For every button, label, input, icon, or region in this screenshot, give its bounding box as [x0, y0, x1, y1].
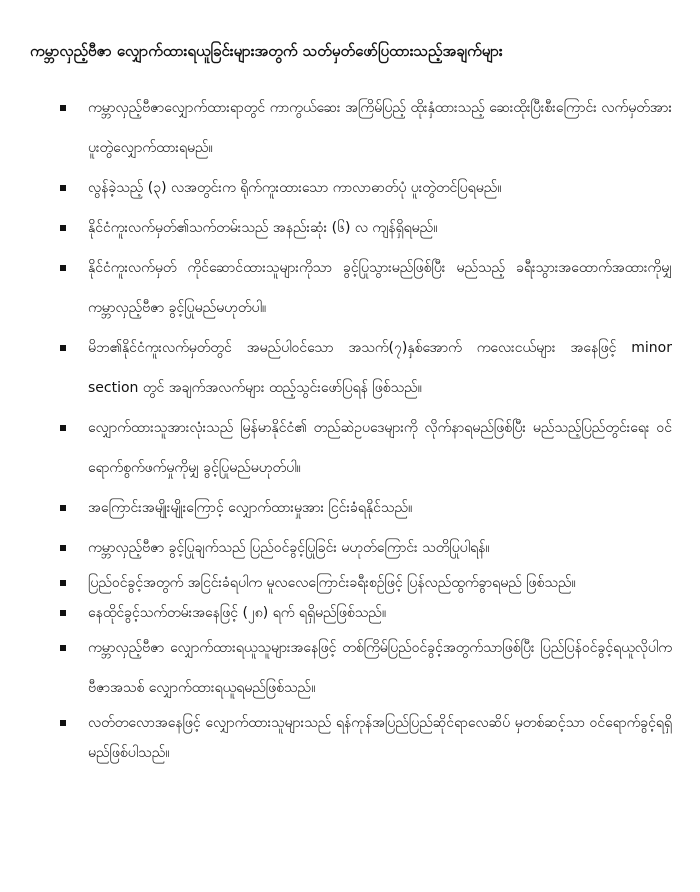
- list-item-text: လွန်ခဲ့သည့် (၃) လအတွင်းက ရိုက်ကူးထားသော ကာလာဓာတ်ပုံ ပူးတွဲတင်ပြရမည်။: [88, 180, 502, 196]
- list-item-text: ကမ္ဘာလှည့်ဗီဇာ လျှောက်ထားရယူသူများအနေဖြင့် တစ်ကြိမ်ပြည်ဝင်ခွင့်အတွက်သာဖြစ်ပြီး ပြည်ပြန်ဝင်ခွင့်ရယူလိုပါက ဗီဇာအသစ် လျှောက်ထားရယူရမည်ဖြစ်သည်။: [88, 640, 672, 696]
- list-item: [60, 598, 672, 628]
- document-title: ကမ္ဘာလှည့်ဗီဇာ လျှောက်ထားရယူခြင်းများအတွက် သတ်မှတ်ဖော်ပြထားသည့်အချက်များ: [30, 42, 503, 60]
- square-bullet-icon: [60, 580, 66, 586]
- list-item-text: မိဘ၏နိုင်ငံကူးလက်မှတ်တွင် အမည်ပါဝင်သော အသက်(၇)နှစ်အောက် ကလေးငယ်များ အနေဖြင့် minor section တွင် အချက်အလက်များ ထည့်သွင်းဖော်ပြရန် ဖြစ်သည်။: [88, 340, 672, 396]
- list-item-text: အကြောင်းအမျိုးမျိုးကြောင့် လျှောက်ထားမှုအား ငြင်းခံရနိုင်သည်။: [88, 500, 413, 516]
- list-item-text: ပြည်ဝင်ခွင့်အတွက် အငြင်းခံရပါက မူလလေကြောင်းခရီးစဉ်ဖြင့် ပြန်လည်ထွက်ခွာရမည် ဖြစ်သည်။: [88, 575, 576, 591]
- square-bullet-icon: [60, 645, 66, 651]
- square-bullet-icon: [60, 105, 66, 111]
- list-item: [60, 408, 672, 488]
- list-item: [60, 628, 672, 708]
- square-bullet-icon: [60, 610, 66, 616]
- list-item-text: ကမ္ဘာလှည့်ဗီဇာလျှောက်ထားရာတွင် ကာကွယ်ဆေး အကြိမ်ပြည့် ထိုးနှံထားသည့် ဆေးထိုးပြီးစီးကြောင်း လက်မှတ်အား ပူးတွဲလျှောက်ထားရမည်။: [88, 100, 672, 156]
- square-bullet-icon: [60, 545, 66, 551]
- list-item-text: လတ်တလောအနေဖြင့် လျှောက်ထားသူများသည် ရန်ကုန်အပြည်ပြည်ဆိုင်ရာလေဆိပ် မှတစ်ဆင့်သာ ဝင်ရောက်ခွင့်ရရှိမည်ဖြစ်ပါသည်။: [88, 715, 672, 761]
- square-bullet-icon: [60, 265, 66, 271]
- list-item: [60, 208, 672, 248]
- square-bullet-icon: [60, 185, 66, 191]
- list-item-text: ကမ္ဘာလှည့်ဗီဇာ ခွင့်ပြုချက်သည် ပြည်ဝင်ခွင့်ပြုခြင်း မဟုတ်ကြောင်း သတိပြုပါရန်။: [88, 540, 490, 556]
- list-item: [60, 328, 672, 408]
- list-item: [60, 708, 672, 768]
- list-item-text: လျှောက်ထားသူအားလုံးသည် မြန်မာနိုင်ငံ၏ တည်ဆဲဥပဒေများကို လိုက်နာရမည်ဖြစ်ပြီး မည်သည့်ပြည်တွင်းရေး ဝင်ရောက်စွက်ဖက်မှုကိုမျှ ခွင့်ပြုမည်မဟုတ်ပါ။: [88, 420, 672, 476]
- square-bullet-icon: [60, 225, 66, 231]
- list-item: [60, 568, 672, 598]
- square-bullet-icon: [60, 345, 66, 351]
- list-item: [60, 248, 672, 328]
- list-item-text: နေထိုင်ခွင့်သက်တမ်းအနေဖြင့် (၂၈) ရက် ရရှိမည်ဖြစ်သည်။: [88, 605, 387, 621]
- list-item: [60, 88, 672, 168]
- list-item: [60, 528, 672, 568]
- square-bullet-icon: [60, 425, 66, 431]
- list-item-text: နိုင်ငံကူးလက်မှတ်၏သက်တမ်းသည် အနည်းဆုံး (၆) လ ကျန်ရှိရမည်။: [88, 220, 438, 236]
- requirements-list: [30, 88, 672, 768]
- list-item: [60, 488, 672, 528]
- square-bullet-icon: [60, 505, 66, 511]
- square-bullet-icon: [60, 720, 66, 726]
- list-item-text: နိုင်ငံကူးလက်မှတ် ကိုင်ဆောင်ထားသူများကိုသာ ခွင့်ပြုသွားမည်ဖြစ်ပြီး မည်သည့် ခရီးသွားအထောက်အထားကိုမျှ ကမ္ဘာလှည့်ဗီဇာ ခွင့်ပြုမည်မဟုတ်ပါ။: [88, 260, 672, 316]
- list-item: [60, 168, 672, 208]
